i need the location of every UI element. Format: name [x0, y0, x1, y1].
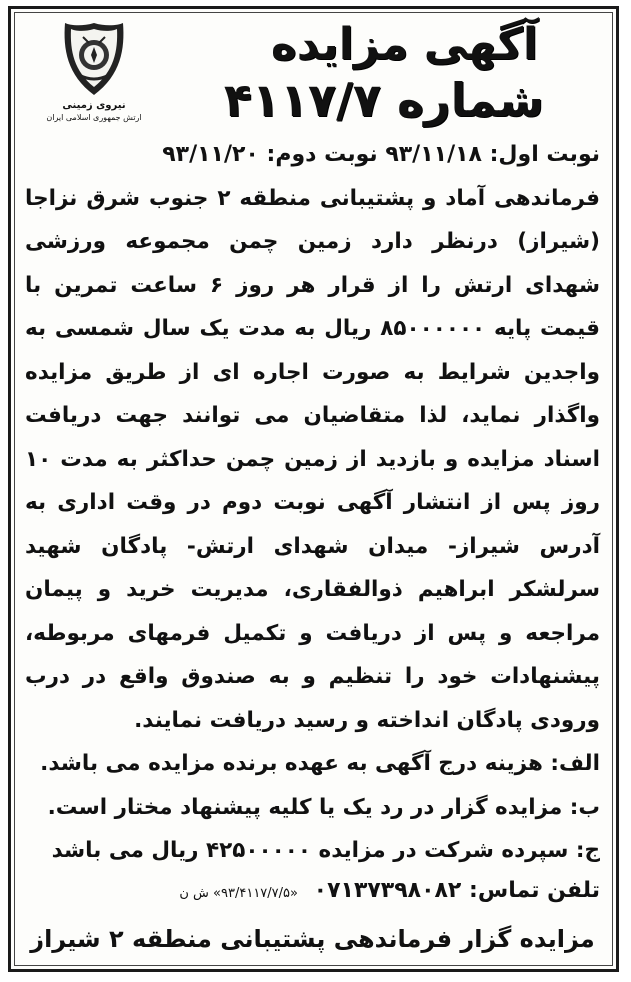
contact-row — [25, 869, 600, 916]
item-c: ج: سپرده شرکت در مزایده ۴۲۵۰۰۰۰۰ ریال می باشد — [51, 838, 600, 863]
contact-phone: تلفن تماس: ۰۷۱۳۷۳۹۸۰۸۲ — [313, 878, 600, 903]
notice-number: شماره ۴۱۱۷/۷ — [223, 73, 544, 127]
emblem — [39, 19, 149, 141]
emblem-org-full: ارتش جمهوری اسلامی ایران — [46, 113, 142, 122]
notice-header — [11, 9, 616, 141]
notice-paragraph: فرماندهی آماد و پشتیبانی منطقه ۲ جنوب شرق نزاجا (شیراز) درنظر دارد زمین چمن مجموعه ورزشی شهدای ارتش را از قرار هر روز ۶ ساعت تمرین با قیمت پایه ۸۵۰۰۰۰۰۰ ریال به مدت یک سال شمسی به واجدین شرایط به صورت اجاره ای از طریق مزایده واگذار نماید، لذا متقاضیان می توانند جهت دریافت اسناد مزایده و بازدید از زمین چمن حداکثر به مدت ۱۰ روز پس از انتشار آگهی نوبت دوم در وقت اداری به آدرس شیراز- میدان شهدای ارتش- پادگان شهید سرلشکر ابراهیم ذوالفقاری، مدیریت خرید و پیمان مراجعه و پس از دریافت و تکمیل فرمهای مربوطه، پیشنهادات خود را تنظیم و به صندوق واقع در درب ورودی پادگان انداخته و رسید دریافت نمایند. — [25, 185, 601, 733]
publication-rounds: نوبت اول: ۹۳/۱۱/۱۸ نوبت دوم: ۹۳/۱۱/۲۰ — [162, 142, 600, 167]
emblem-org-name: نیروی زمینی — [62, 100, 126, 111]
auctioneer-signature: مزایده گزار فرماندهی پشتیبانی منطقه ۲ شیراز — [30, 925, 595, 953]
item-b: ب: مزایده گزار در رد یک یا کلیه پیشنهاد مختار است. — [47, 794, 600, 820]
notice-frame — [8, 6, 619, 972]
army-emblem-icon — [59, 19, 129, 99]
notice-title: آگهی مزایده — [270, 19, 538, 70]
notice-code: «۹۳/۴۱۱۷/۷/۵» ش ن — [179, 886, 298, 901]
item-a: الف: هزینه درج آگهی به عهده برنده مزایده می باشد. — [40, 751, 600, 776]
notice-body — [25, 133, 600, 873]
